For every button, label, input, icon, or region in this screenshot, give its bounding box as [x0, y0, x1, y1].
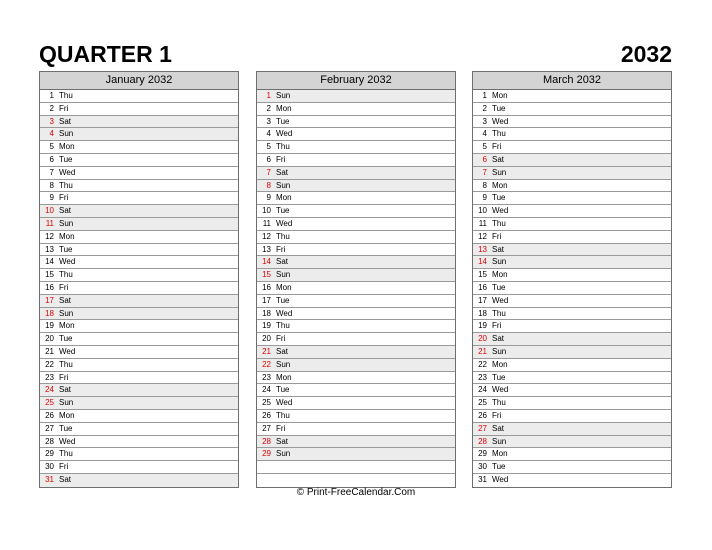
day-number: 12: [478, 231, 487, 241]
day-row: [257, 154, 455, 167]
day-number: 19: [45, 321, 54, 331]
weekday-label: Mon: [492, 449, 508, 459]
day-row: [40, 103, 238, 116]
day-row: [473, 308, 671, 321]
weekday-label: [274, 474, 276, 487]
day-number: 4: [266, 129, 271, 139]
weekday-label: Sun: [276, 91, 291, 100]
weekday-label: Tue: [59, 244, 73, 254]
weekday-label: Tue: [59, 423, 73, 433]
weekday-label: Mon: [59, 321, 75, 331]
day-row: [473, 423, 671, 436]
weekday-label: Wed: [276, 129, 293, 139]
day-row: [473, 269, 671, 282]
day-number: 26: [478, 410, 487, 420]
day-number: 26: [262, 410, 271, 420]
day-row: [40, 448, 238, 461]
weekday-label: Wed: [59, 257, 76, 267]
day-row: [40, 269, 238, 282]
day-number: 14: [262, 257, 271, 267]
day-number: 21: [478, 346, 487, 356]
day-row: [257, 256, 455, 269]
day-number: 17: [262, 295, 271, 305]
day-row: [257, 103, 455, 116]
day-row: [40, 308, 238, 321]
day-number: 5: [49, 142, 54, 152]
day-row: [40, 461, 238, 474]
day-number: 6: [49, 154, 54, 164]
day-number: 8: [482, 180, 487, 190]
day-number: 10: [478, 206, 487, 216]
day-row: [40, 346, 238, 359]
weekday-label: Thu: [492, 129, 506, 139]
day-number: 2: [49, 103, 54, 113]
day-number: 8: [49, 180, 54, 190]
day-number: 26: [45, 410, 54, 420]
day-number: 21: [262, 346, 271, 356]
day-number: 20: [45, 334, 54, 344]
day-row: [257, 333, 455, 346]
weekday-label: Mon: [276, 372, 292, 382]
day-number: 25: [262, 398, 271, 408]
day-row: [473, 256, 671, 269]
weekday-label: Thu: [59, 91, 73, 100]
day-row: [257, 205, 455, 218]
weekday-label: Fri: [492, 410, 502, 420]
weekday-label: Tue: [492, 462, 506, 472]
day-number: 27: [262, 423, 271, 433]
day-number: 31: [45, 474, 54, 484]
day-row: [473, 103, 671, 116]
day-number: 23: [262, 372, 271, 382]
weekday-label: Thu: [276, 231, 290, 241]
weekday-label: Sun: [276, 449, 291, 459]
weekday-label: Sun: [59, 218, 74, 228]
day-number: 25: [478, 398, 487, 408]
day-row: [40, 295, 238, 308]
weekday-label: Sat: [59, 206, 72, 216]
day-number: 24: [45, 385, 54, 395]
weekday-label: Tue: [492, 193, 506, 203]
weekday-label: Thu: [59, 270, 73, 280]
day-row: [40, 474, 238, 487]
weekday-label: Fri: [492, 142, 502, 152]
weekday-label: Wed: [492, 295, 509, 305]
weekday-label: Sun: [492, 346, 507, 356]
day-row: [40, 423, 238, 436]
day-row: [40, 231, 238, 244]
day-row: [40, 218, 238, 231]
day-number: 22: [478, 359, 487, 369]
weekday-label: Fri: [492, 321, 502, 331]
month-header: March 2032: [473, 72, 671, 90]
day-number: 9: [482, 193, 487, 203]
day-row: [473, 295, 671, 308]
day-row: [40, 141, 238, 154]
weekday-label: Fri: [276, 244, 286, 254]
weekday-label: Sat: [492, 423, 505, 433]
day-row: [473, 282, 671, 295]
weekday-label: Tue: [492, 103, 506, 113]
day-number: 2: [266, 103, 271, 113]
day-row: [257, 320, 455, 333]
day-row: [473, 448, 671, 461]
day-row: [257, 295, 455, 308]
weekday-label: Mon: [59, 231, 75, 241]
day-row: [257, 384, 455, 397]
month-header: February 2032: [257, 72, 455, 90]
weekday-label: Sat: [492, 244, 505, 254]
day-number: 3: [266, 116, 271, 126]
weekday-label: Wed: [276, 308, 293, 318]
day-row: [257, 128, 455, 141]
day-row: [257, 359, 455, 372]
day-number: 3: [482, 116, 487, 126]
day-row: [473, 359, 671, 372]
month-january: [39, 71, 239, 488]
day-row: [473, 436, 671, 449]
weekday-label: Wed: [276, 218, 293, 228]
day-number: 18: [262, 308, 271, 318]
day-row: [40, 282, 238, 295]
day-number: 1: [49, 91, 54, 100]
day-number: 29: [478, 449, 487, 459]
day-number: 23: [45, 372, 54, 382]
month-february: [256, 71, 456, 488]
weekday-label: Sat: [59, 474, 72, 484]
weekday-label: Sun: [276, 180, 291, 190]
day-row: [257, 372, 455, 385]
day-row: [257, 436, 455, 449]
day-row: [257, 192, 455, 205]
weekday-label: Sun: [276, 270, 291, 280]
weekday-label: Sun: [59, 398, 74, 408]
day-number: 9: [266, 193, 271, 203]
weekday-label: Tue: [276, 206, 290, 216]
weekday-label: Sun: [492, 257, 507, 267]
weekday-label: Sun: [59, 129, 74, 139]
day-number: 15: [478, 270, 487, 280]
day-number: 6: [482, 154, 487, 164]
day-row: [473, 192, 671, 205]
day-row: [40, 372, 238, 385]
weekday-label: Tue: [492, 282, 506, 292]
day-number: 1: [482, 91, 487, 100]
day-number: 3: [49, 116, 54, 126]
day-number: 5: [482, 142, 487, 152]
weekday-label: Fri: [492, 231, 502, 241]
day-row: [40, 90, 238, 103]
weekday-label: Thu: [492, 218, 506, 228]
day-row: [473, 384, 671, 397]
weekday-label: Wed: [59, 346, 76, 356]
day-row: [257, 141, 455, 154]
empty-day-row: [257, 474, 455, 487]
day-row: [257, 282, 455, 295]
day-number: 20: [478, 334, 487, 344]
day-row: [473, 333, 671, 346]
day-row: [40, 256, 238, 269]
weekday-label: Sat: [276, 167, 289, 177]
day-row: [473, 474, 671, 487]
day-number: 12: [45, 231, 54, 241]
day-row: [473, 167, 671, 180]
day-number: 16: [45, 282, 54, 292]
day-number: 27: [45, 423, 54, 433]
day-row: [40, 180, 238, 193]
weekday-label: Thu: [276, 410, 290, 420]
day-number: 23: [478, 372, 487, 382]
day-number: 20: [262, 334, 271, 344]
day-row: [257, 218, 455, 231]
day-row: [473, 346, 671, 359]
weekday-label: Tue: [492, 372, 506, 382]
weekday-label: Wed: [492, 474, 509, 484]
day-row: [473, 180, 671, 193]
weekday-label: Tue: [59, 334, 73, 344]
day-number: 10: [262, 206, 271, 216]
day-row: [40, 154, 238, 167]
day-number: 29: [45, 449, 54, 459]
weekday-label: Mon: [492, 180, 508, 190]
day-row: [40, 320, 238, 333]
day-row: [40, 192, 238, 205]
day-number: 5: [266, 142, 271, 152]
day-row: [257, 269, 455, 282]
weekday-label: Sat: [59, 295, 72, 305]
day-row: [257, 167, 455, 180]
weekday-label: Fri: [59, 282, 69, 292]
day-number: 14: [478, 257, 487, 267]
day-number: 29: [262, 449, 271, 459]
day-number: 16: [262, 282, 271, 292]
weekday-label: Thu: [492, 398, 506, 408]
day-number: 24: [262, 385, 271, 395]
day-number: 6: [266, 154, 271, 164]
day-number: 21: [45, 346, 54, 356]
weekday-label: Wed: [492, 206, 509, 216]
weekday-label: Thu: [59, 449, 73, 459]
weekday-label: Fri: [59, 103, 69, 113]
weekday-label: Tue: [59, 154, 73, 164]
day-number: 7: [266, 167, 271, 177]
day-row: [40, 397, 238, 410]
weekday-label: Mon: [276, 103, 292, 113]
weekday-label: Wed: [276, 398, 293, 408]
weekday-label: Sat: [276, 257, 289, 267]
weekday-label: Fri: [276, 334, 286, 344]
weekday-label: Sun: [276, 359, 291, 369]
weekday-label: Mon: [492, 359, 508, 369]
day-row: [473, 116, 671, 129]
day-number: [257, 461, 274, 473]
weekday-label: Fri: [59, 193, 69, 203]
day-row: [40, 244, 238, 257]
day-row: [473, 397, 671, 410]
day-number: 31: [478, 474, 487, 484]
day-row: [473, 154, 671, 167]
day-number: 10: [45, 206, 54, 216]
weekday-label: Tue: [276, 385, 290, 395]
weekday-label: Mon: [276, 282, 292, 292]
day-row: [473, 244, 671, 257]
weekday-label: Fri: [59, 372, 69, 382]
day-number: 8: [266, 180, 271, 190]
day-number: 24: [478, 385, 487, 395]
weekday-label: Mon: [492, 91, 508, 100]
day-row: [40, 410, 238, 423]
day-number: 28: [478, 436, 487, 446]
day-row: [40, 359, 238, 372]
weekday-label: Wed: [492, 116, 509, 126]
day-row: [473, 231, 671, 244]
weekday-label: Sun: [492, 436, 507, 446]
day-number: 1: [266, 91, 271, 100]
weekday-label: Fri: [59, 462, 69, 472]
day-row: [257, 244, 455, 257]
day-number: 19: [262, 321, 271, 331]
day-number: 17: [45, 295, 54, 305]
day-number: 18: [478, 308, 487, 318]
day-row: [257, 397, 455, 410]
footer-credit: © Print-FreeCalendar.Com: [296, 487, 416, 498]
day-number: 16: [478, 282, 487, 292]
empty-day-row: [257, 461, 455, 474]
day-row: [40, 333, 238, 346]
day-row: [257, 410, 455, 423]
day-row: [40, 167, 238, 180]
weekday-label: Mon: [276, 193, 292, 203]
weekday-label: Thu: [59, 180, 73, 190]
weekday-label: Sat: [492, 334, 505, 344]
day-row: [257, 448, 455, 461]
day-number: 7: [482, 167, 487, 177]
weekday-label: Thu: [492, 308, 506, 318]
weekday-label: Mon: [492, 270, 508, 280]
weekday-label: Thu: [59, 359, 73, 369]
year-title: 2032: [620, 41, 672, 67]
day-row: [40, 384, 238, 397]
day-number: 11: [478, 218, 487, 228]
day-row: [40, 436, 238, 449]
weekday-label: Fri: [276, 423, 286, 433]
day-row: [40, 128, 238, 141]
day-number: 28: [262, 436, 271, 446]
weekday-label: Thu: [276, 321, 290, 331]
day-number: 2: [482, 103, 487, 113]
weekday-label: Mon: [59, 410, 75, 420]
day-row: [473, 90, 671, 103]
weekday-label: Sun: [59, 308, 74, 318]
weekday-label: Mon: [59, 142, 75, 152]
day-row: [257, 423, 455, 436]
day-number: 13: [478, 244, 487, 254]
day-number: 27: [478, 423, 487, 433]
weekday-label: Tue: [276, 116, 290, 126]
day-number: 14: [45, 257, 54, 267]
weekday-label: Sat: [492, 154, 505, 164]
day-row: [257, 231, 455, 244]
day-row: [473, 128, 671, 141]
month-header: January 2032: [40, 72, 238, 90]
day-number: 22: [262, 359, 271, 369]
weekday-label: Fri: [276, 154, 286, 164]
day-number: 12: [262, 231, 271, 241]
day-row: [40, 116, 238, 129]
day-number: 19: [478, 321, 487, 331]
day-row: [473, 205, 671, 218]
month-march: [472, 71, 672, 488]
day-number: 17: [478, 295, 487, 305]
day-row: [257, 116, 455, 129]
day-number: 13: [45, 244, 54, 254]
day-number: 9: [49, 193, 54, 203]
day-number: 25: [45, 398, 54, 408]
day-row: [473, 141, 671, 154]
day-number: [257, 474, 274, 487]
day-row: [257, 180, 455, 193]
weekday-label: Wed: [59, 167, 76, 177]
day-row: [40, 205, 238, 218]
weekday-label: Sun: [492, 167, 507, 177]
day-row: [473, 372, 671, 385]
day-row: [257, 308, 455, 321]
day-number: 18: [45, 308, 54, 318]
day-row: [473, 461, 671, 474]
day-row: [257, 90, 455, 103]
day-number: 15: [45, 270, 54, 280]
day-number: 4: [482, 129, 487, 139]
quarter-title: QUARTER 1: [39, 41, 172, 67]
weekday-label: Wed: [59, 436, 76, 446]
day-number: 22: [45, 359, 54, 369]
day-number: 13: [262, 244, 271, 254]
day-number: 15: [262, 270, 271, 280]
day-number: 28: [45, 436, 54, 446]
weekday-label: Sat: [59, 385, 72, 395]
day-number: 11: [262, 218, 271, 228]
day-number: 11: [45, 218, 54, 228]
weekday-label: Sat: [276, 436, 289, 446]
weekday-label: Sat: [59, 116, 72, 126]
day-row: [473, 218, 671, 231]
day-row: [473, 410, 671, 423]
day-number: 30: [478, 462, 487, 472]
weekday-label: Wed: [492, 385, 509, 395]
day-number: 30: [45, 462, 54, 472]
day-row: [473, 320, 671, 333]
weekday-label: Sat: [276, 346, 289, 356]
weekday-label: [274, 461, 276, 473]
weekday-label: Tue: [276, 295, 290, 305]
day-row: [257, 346, 455, 359]
day-number: 4: [49, 129, 54, 139]
day-number: 7: [49, 167, 54, 177]
weekday-label: Thu: [276, 142, 290, 152]
